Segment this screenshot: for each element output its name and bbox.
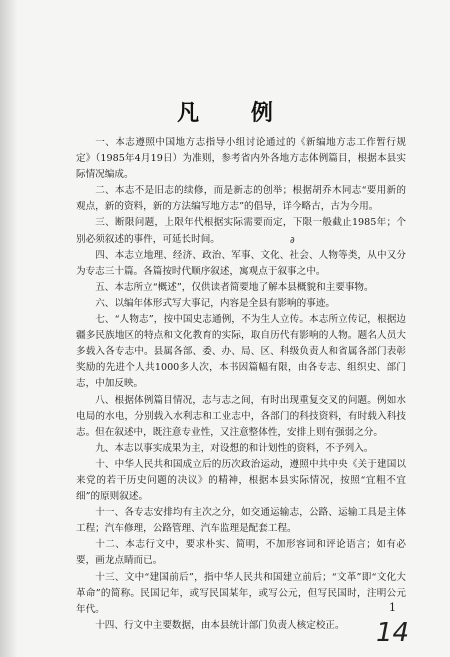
page-title: 凡 例 — [177, 100, 295, 126]
note-paragraph-2: 二、本志不是旧志的续修，而是新志的创举；根据胡乔木同志“要用新的观点，新的资料，新的方法编写地方志”的倡导，详今略古，古为今用。 — [76, 185, 406, 213]
note-paragraph-5: 五、本志所立“概述”，仅供读者简要地了解本县概貌和主要事物。 — [95, 281, 374, 293]
note-paragraph-1: 一、本志遵照中国地方志指导小组讨论通过的《新编地方志工作暂行规定》（1985年4月19日）为准则，参考省内外各地方志体例篇目，根据本县实际情况编成。 — [76, 137, 406, 181]
note-paragraph-8: 八、根据体例篇目情况，志与志之间，有时出现重复交叉的问题。例如水电局的水电，分别载入水利志和工业志中，各部门的科技资料，有时载入科技志。但在叙述中，既注意专业性，又注意整体性，安排上则有强弱之分。 — [76, 394, 406, 438]
note-paragraph-14: 十四、行文中主要数据，由本县统计部门负责人核定校正。 — [95, 619, 345, 631]
handwritten-margin-mark: ∂ — [290, 236, 295, 246]
notes-body — [76, 135, 406, 634]
note-paragraph-12: 十二、本志行文中，要求朴实、简明，不加形容词和评论语言；如有必要，画龙点睛而已。 — [76, 539, 406, 567]
note-paragraph-7: 七、“人物志”，按中国史志通例，不为生人立传。本志所立传记，根据边疆多民族地区的特点和文化教育的实际，取自历代有影响的人物。题名人员大多载入各专志中。县属各部、委、办、局、区、科级负责人和省属各部门表彰奖励的先进个人共1000多人次，本书因篇幅有限，由各专志、组织史、部门志，中加反映。 — [76, 314, 406, 390]
note-paragraph-9: 九、本志以事实成果为主，对设想的和计划性的资料，不予列入。 — [95, 442, 374, 454]
note-paragraph-4: 四、本志立地理、经济、政治、军事、文化、社会、人物等类，从中又分为专志三十篇。各篇按时代顺序叙述，寓观点于叙事之中。 — [76, 249, 406, 277]
note-paragraph-11: 十一、各专志安排均有主次之分，如交通运输志，公路、运输工具是主体工程；汽车修理，公路管理、汽车监理是配套工程。 — [76, 507, 406, 535]
note-paragraph-3: 三、断限问题，上限年代根据实际需要而定，下限一般截止1985年；个别必须叙述的事件，可延长时间。 — [76, 217, 406, 245]
note-paragraph-6: 六、以编年体形式写大事记，内容是全县有影响的事迹。 — [95, 297, 336, 309]
note-paragraph-10: 十、中华人民共和国成立后的历次政治运动，遵照中共中央《关于建国以来党的若干历史问题的决议》的精神，根据本县实际情况，按照“宜粗不宜细”的原则叙述。 — [76, 458, 406, 503]
folio-mark: 1 — [389, 601, 396, 614]
handwritten-page-number: 14 — [376, 618, 410, 648]
note-paragraph-13: 十三、文中“建国前后”，指中华人民共和国建立前后；“文革”即“文化大革命”的简称。民国记年，或写民国某年，或写公元，但写民国时，注明公元年代。 — [76, 571, 406, 615]
